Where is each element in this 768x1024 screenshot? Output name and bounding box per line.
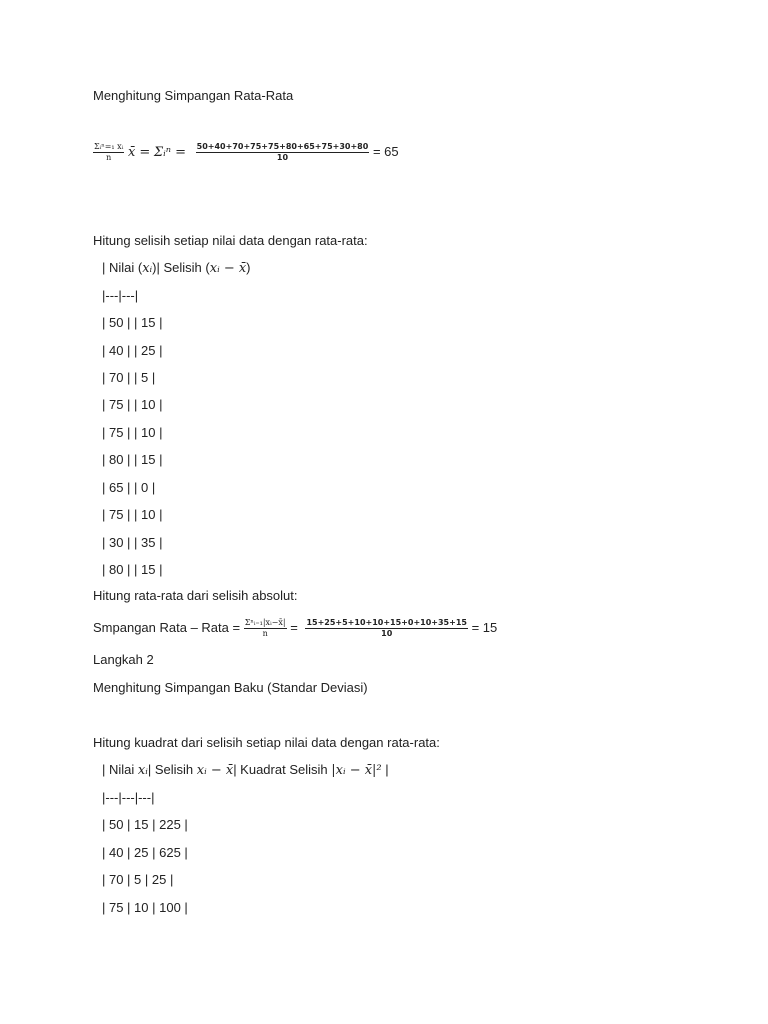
std-title: Menghitung Simpangan Baku (Standar Deviasi): [93, 680, 368, 695]
mad-lhs-denominator: n: [262, 629, 268, 638]
step-diff-label: Hitung selisih setiap nilai data dengan rata-rata:: [93, 233, 368, 248]
mad-numerator: 15+25+5+10+10+15+0+10+35+15: [306, 618, 467, 627]
table2-separator: |---|---|---|: [102, 790, 155, 805]
mad-eq: =: [290, 619, 298, 635]
table1-row: | 75 | | 10 |: [102, 397, 163, 412]
mad-formula: [93, 618, 497, 639]
mean-lhs-numerator: Σᵢⁿ=₁ xᵢ: [94, 142, 124, 151]
mad-lhs-fraction: [244, 618, 287, 639]
step-sq-label: Hitung kuadrat dari selisih setiap nilai data dengan rata-rata:: [93, 735, 440, 750]
table2-row: | 40 | 25 | 625 |: [102, 845, 188, 860]
mad-lhs-numerator: Σⁿᵢ₌₁|xᵢ−x̄|: [244, 618, 286, 627]
mean-fraction: [196, 142, 370, 163]
mad-result: = 15: [471, 619, 498, 635]
step2-heading: Langkah 2: [93, 652, 154, 667]
table2-header-sq: |xᵢ − x̄|²: [331, 763, 382, 778]
mad-fraction: [305, 618, 468, 639]
mean-xbar: x̄ =: [127, 144, 151, 160]
page-title: Menghitung Simpangan Rata-Rata: [93, 88, 294, 103]
table2-header-c: | Kuadrat Selisih: [233, 762, 332, 777]
table1-row: | 65 | | 0 |: [102, 480, 156, 495]
table2-header-d: |: [381, 762, 389, 777]
table2-row: | 50 | 15 | 225 |: [102, 817, 188, 832]
table1-row: | 30 | | 35 |: [102, 535, 163, 550]
table1-row: | 75 | | 10 |: [102, 507, 163, 522]
table1-header-xi: xᵢ: [142, 261, 153, 276]
table1-header: [102, 260, 251, 277]
mean-result: = 65: [372, 143, 399, 159]
mean-lhs-fraction: [93, 142, 124, 163]
mean-numerator: 50+40+70+75+75+80+65+75+30+80: [196, 142, 369, 151]
table2-row: | 75 | 10 | 100 |: [102, 900, 188, 915]
table2-header-a: | Nilai: [102, 762, 138, 777]
table2-header-b: | Selisih: [147, 762, 197, 777]
table1-header-c: ): [246, 260, 251, 275]
table1-header-a: | Nilai (: [102, 260, 143, 275]
mean-formula: [93, 142, 399, 163]
table1-row: | 80 | | 15 |: [102, 562, 163, 577]
table2-header: [102, 762, 389, 779]
mean-denominator: 10: [276, 153, 289, 162]
table2-row: | 70 | 5 | 25 |: [102, 872, 174, 887]
table2-header-expr: xᵢ − x̄: [196, 763, 234, 778]
table1-header-b: )| Selisih (: [152, 260, 210, 275]
table1-row: | 75 | | 10 |: [102, 425, 163, 440]
table1-row: | 80 | | 15 |: [102, 452, 163, 467]
table1-separator: |---|---|: [102, 288, 139, 303]
mad-denominator: 10: [381, 629, 393, 638]
mad-label: Smpangan Rata – Rata =: [93, 619, 241, 635]
table1-row: | 50 | | 15 |: [102, 315, 163, 330]
step-abs-label: Hitung rata-rata dari selisih absolut:: [93, 588, 298, 603]
table1-header-expr: xᵢ − x̄: [209, 261, 247, 276]
table1-row: | 70 | | 5 |: [102, 370, 156, 385]
table2-header-xi: xᵢ: [137, 763, 148, 778]
table1-row: | 40 | | 25 |: [102, 343, 163, 358]
mean-lhs-denominator: n: [106, 153, 112, 162]
mean-sigma: Σᵢⁿ =: [153, 144, 187, 160]
